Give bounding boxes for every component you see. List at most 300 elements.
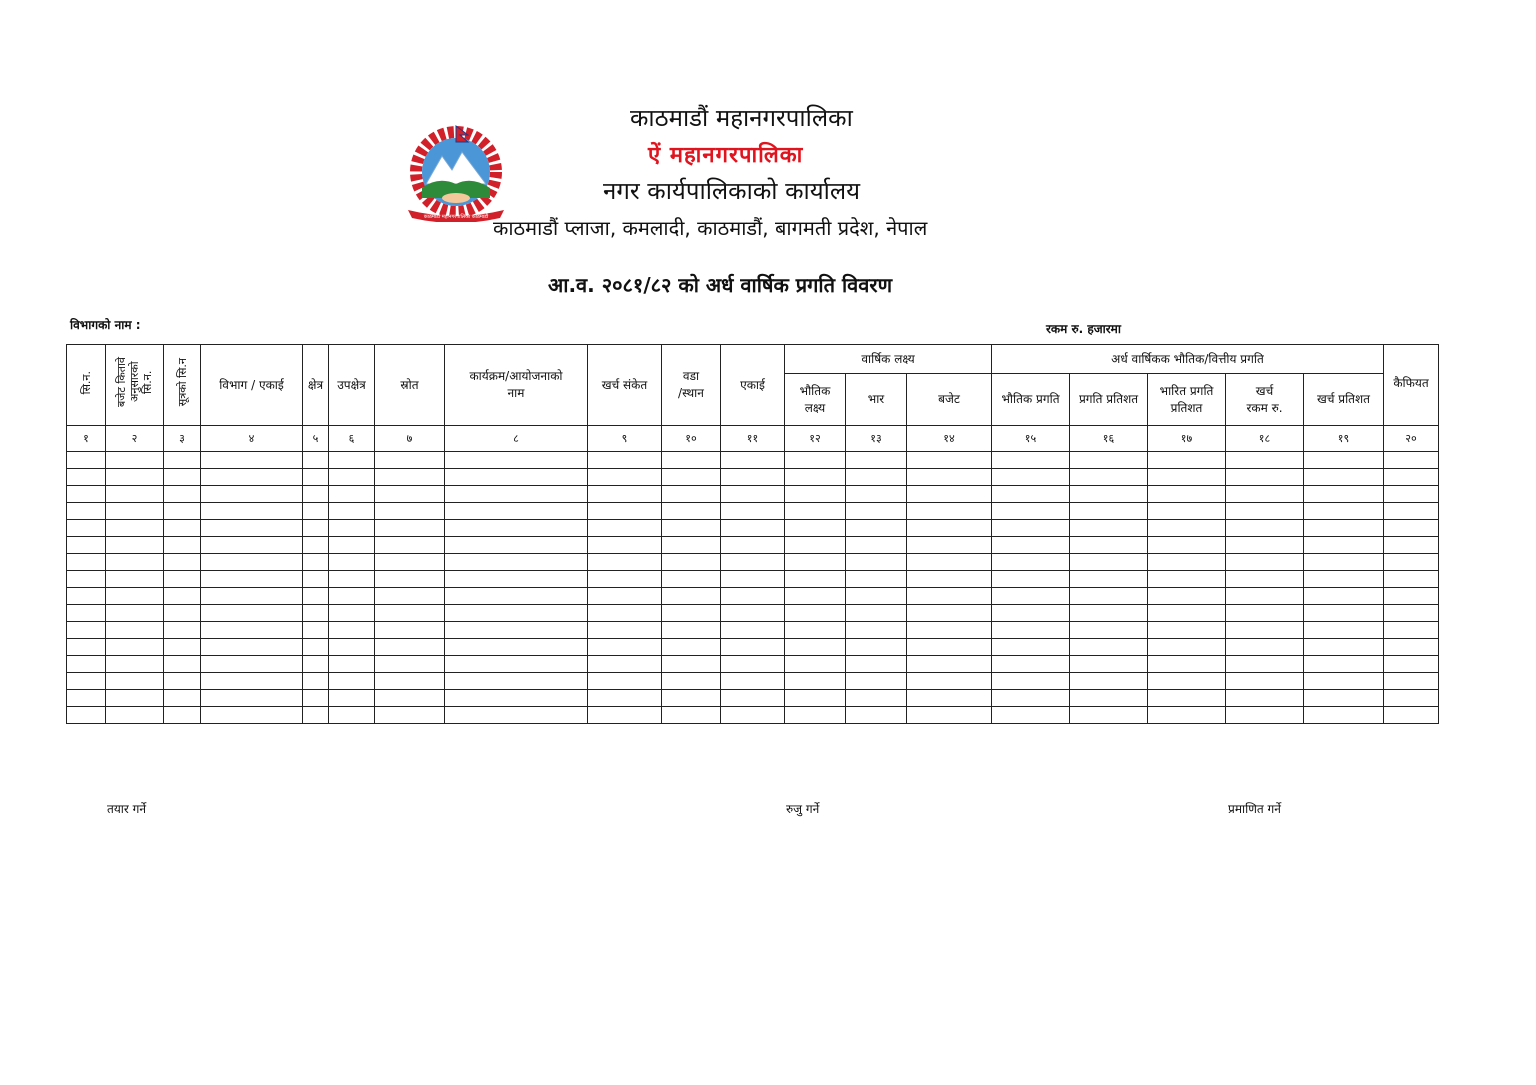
table-cell[interactable] bbox=[907, 520, 992, 537]
table-cell[interactable] bbox=[1384, 520, 1439, 537]
table-cell[interactable] bbox=[721, 503, 785, 520]
table-cell[interactable] bbox=[1304, 690, 1384, 707]
table-cell[interactable] bbox=[329, 452, 375, 469]
table-cell[interactable] bbox=[1384, 554, 1439, 571]
table-cell[interactable] bbox=[164, 554, 201, 571]
table-cell[interactable] bbox=[1384, 503, 1439, 520]
table-cell[interactable] bbox=[1304, 605, 1384, 622]
table-cell[interactable] bbox=[907, 622, 992, 639]
table-cell[interactable] bbox=[992, 486, 1070, 503]
table-cell[interactable] bbox=[106, 605, 164, 622]
table-cell[interactable] bbox=[201, 452, 303, 469]
table-cell[interactable] bbox=[785, 605, 846, 622]
table-cell[interactable] bbox=[201, 656, 303, 673]
table-cell[interactable] bbox=[1148, 639, 1226, 656]
table-cell[interactable] bbox=[67, 673, 106, 690]
table-cell[interactable] bbox=[662, 605, 721, 622]
table-cell[interactable] bbox=[1304, 554, 1384, 571]
table-cell[interactable] bbox=[303, 537, 329, 554]
table-cell[interactable] bbox=[1070, 571, 1148, 588]
table-cell[interactable] bbox=[846, 588, 907, 605]
table-cell[interactable] bbox=[1148, 469, 1226, 486]
table-cell[interactable] bbox=[907, 469, 992, 486]
table-cell[interactable] bbox=[992, 622, 1070, 639]
table-cell[interactable] bbox=[329, 486, 375, 503]
table-cell[interactable] bbox=[588, 707, 662, 724]
table-cell[interactable] bbox=[375, 707, 445, 724]
table-cell[interactable] bbox=[164, 690, 201, 707]
table-cell[interactable] bbox=[785, 452, 846, 469]
table-cell[interactable] bbox=[662, 673, 721, 690]
table-cell[interactable] bbox=[329, 503, 375, 520]
table-cell[interactable] bbox=[1384, 673, 1439, 690]
table-cell[interactable] bbox=[1304, 588, 1384, 605]
table-cell[interactable] bbox=[164, 656, 201, 673]
table-cell[interactable] bbox=[1148, 537, 1226, 554]
table-cell[interactable] bbox=[164, 520, 201, 537]
table-cell[interactable] bbox=[588, 690, 662, 707]
table-cell[interactable] bbox=[201, 690, 303, 707]
table-cell[interactable] bbox=[1070, 690, 1148, 707]
table-cell[interactable] bbox=[1226, 503, 1304, 520]
table-cell[interactable] bbox=[785, 656, 846, 673]
table-cell[interactable] bbox=[1304, 656, 1384, 673]
table-cell[interactable] bbox=[445, 639, 588, 656]
table-cell[interactable] bbox=[662, 486, 721, 503]
table-cell[interactable] bbox=[1384, 622, 1439, 639]
table-cell[interactable] bbox=[1384, 639, 1439, 656]
table-cell[interactable] bbox=[846, 622, 907, 639]
table-cell[interactable] bbox=[375, 639, 445, 656]
table-cell[interactable] bbox=[201, 554, 303, 571]
table-cell[interactable] bbox=[1304, 707, 1384, 724]
table-cell[interactable] bbox=[445, 690, 588, 707]
table-cell[interactable] bbox=[588, 673, 662, 690]
table-cell[interactable] bbox=[445, 571, 588, 588]
table-cell[interactable] bbox=[662, 656, 721, 673]
table-cell[interactable] bbox=[992, 605, 1070, 622]
table-cell[interactable] bbox=[303, 571, 329, 588]
table-cell[interactable] bbox=[1304, 486, 1384, 503]
table-cell[interactable] bbox=[721, 673, 785, 690]
table-cell[interactable] bbox=[907, 656, 992, 673]
table-cell[interactable] bbox=[1304, 571, 1384, 588]
table-cell[interactable] bbox=[907, 639, 992, 656]
table-cell[interactable] bbox=[785, 554, 846, 571]
table-cell[interactable] bbox=[846, 503, 907, 520]
table-cell[interactable] bbox=[846, 639, 907, 656]
table-cell[interactable] bbox=[1226, 639, 1304, 656]
table-cell[interactable] bbox=[1148, 673, 1226, 690]
table-cell[interactable] bbox=[67, 690, 106, 707]
table-cell[interactable] bbox=[721, 571, 785, 588]
table-cell[interactable] bbox=[907, 571, 992, 588]
table-cell[interactable] bbox=[1226, 537, 1304, 554]
table-cell[interactable] bbox=[329, 639, 375, 656]
table-cell[interactable] bbox=[1226, 707, 1304, 724]
table-cell[interactable] bbox=[106, 486, 164, 503]
table-cell[interactable] bbox=[1304, 673, 1384, 690]
table-cell[interactable] bbox=[662, 707, 721, 724]
table-cell[interactable] bbox=[992, 537, 1070, 554]
table-cell[interactable] bbox=[785, 639, 846, 656]
table-cell[interactable] bbox=[164, 452, 201, 469]
table-cell[interactable] bbox=[1070, 605, 1148, 622]
table-cell[interactable] bbox=[375, 469, 445, 486]
table-cell[interactable] bbox=[846, 656, 907, 673]
table-cell[interactable] bbox=[662, 622, 721, 639]
table-cell[interactable] bbox=[1226, 520, 1304, 537]
table-cell[interactable] bbox=[1070, 452, 1148, 469]
table-cell[interactable] bbox=[329, 571, 375, 588]
table-cell[interactable] bbox=[329, 707, 375, 724]
table-cell[interactable] bbox=[907, 486, 992, 503]
table-cell[interactable] bbox=[164, 605, 201, 622]
table-cell[interactable] bbox=[375, 503, 445, 520]
table-cell[interactable] bbox=[201, 571, 303, 588]
table-cell[interactable] bbox=[445, 452, 588, 469]
table-cell[interactable] bbox=[1226, 452, 1304, 469]
table-cell[interactable] bbox=[785, 503, 846, 520]
table-cell[interactable] bbox=[329, 605, 375, 622]
table-cell[interactable] bbox=[992, 639, 1070, 656]
table-cell[interactable] bbox=[67, 469, 106, 486]
table-cell[interactable] bbox=[1148, 571, 1226, 588]
table-cell[interactable] bbox=[992, 520, 1070, 537]
table-cell[interactable] bbox=[67, 605, 106, 622]
table-cell[interactable] bbox=[106, 690, 164, 707]
table-cell[interactable] bbox=[588, 452, 662, 469]
table-cell[interactable] bbox=[1226, 486, 1304, 503]
table-cell[interactable] bbox=[445, 554, 588, 571]
table-cell[interactable] bbox=[785, 707, 846, 724]
table-cell[interactable] bbox=[846, 554, 907, 571]
table-cell[interactable] bbox=[67, 554, 106, 571]
table-cell[interactable] bbox=[588, 520, 662, 537]
table-cell[interactable] bbox=[106, 707, 164, 724]
table-cell[interactable] bbox=[721, 469, 785, 486]
table-cell[interactable] bbox=[67, 503, 106, 520]
table-cell[interactable] bbox=[445, 707, 588, 724]
table-cell[interactable] bbox=[1226, 588, 1304, 605]
table-cell[interactable] bbox=[1148, 554, 1226, 571]
table-cell[interactable] bbox=[785, 622, 846, 639]
table-cell[interactable] bbox=[662, 588, 721, 605]
table-cell[interactable] bbox=[375, 656, 445, 673]
table-cell[interactable] bbox=[1384, 605, 1439, 622]
table-cell[interactable] bbox=[445, 605, 588, 622]
table-cell[interactable] bbox=[375, 588, 445, 605]
table-cell[interactable] bbox=[785, 469, 846, 486]
table-cell[interactable] bbox=[106, 673, 164, 690]
table-cell[interactable] bbox=[303, 622, 329, 639]
table-cell[interactable] bbox=[67, 520, 106, 537]
table-cell[interactable] bbox=[588, 656, 662, 673]
table-cell[interactable] bbox=[662, 520, 721, 537]
table-cell[interactable] bbox=[445, 673, 588, 690]
table-cell[interactable] bbox=[303, 707, 329, 724]
table-cell[interactable] bbox=[721, 588, 785, 605]
table-cell[interactable] bbox=[588, 605, 662, 622]
table-cell[interactable] bbox=[106, 452, 164, 469]
table-cell[interactable] bbox=[907, 554, 992, 571]
table-cell[interactable] bbox=[106, 622, 164, 639]
table-cell[interactable] bbox=[164, 571, 201, 588]
table-cell[interactable] bbox=[662, 690, 721, 707]
table-cell[interactable] bbox=[329, 690, 375, 707]
table-cell[interactable] bbox=[721, 656, 785, 673]
table-cell[interactable] bbox=[846, 690, 907, 707]
table-cell[interactable] bbox=[445, 537, 588, 554]
table-cell[interactable] bbox=[67, 452, 106, 469]
table-cell[interactable] bbox=[1070, 554, 1148, 571]
table-cell[interactable] bbox=[106, 554, 164, 571]
table-cell[interactable] bbox=[907, 673, 992, 690]
table-cell[interactable] bbox=[588, 622, 662, 639]
table-cell[interactable] bbox=[785, 486, 846, 503]
table-cell[interactable] bbox=[303, 656, 329, 673]
table-cell[interactable] bbox=[992, 690, 1070, 707]
table-cell[interactable] bbox=[1384, 452, 1439, 469]
table-cell[interactable] bbox=[303, 588, 329, 605]
table-cell[interactable] bbox=[721, 622, 785, 639]
table-cell[interactable] bbox=[201, 520, 303, 537]
table-cell[interactable] bbox=[164, 673, 201, 690]
table-cell[interactable] bbox=[445, 486, 588, 503]
table-cell[interactable] bbox=[375, 486, 445, 503]
table-cell[interactable] bbox=[846, 469, 907, 486]
table-cell[interactable] bbox=[375, 690, 445, 707]
table-cell[interactable] bbox=[846, 452, 907, 469]
table-cell[interactable] bbox=[1304, 503, 1384, 520]
table-cell[interactable] bbox=[846, 520, 907, 537]
table-cell[interactable] bbox=[375, 571, 445, 588]
table-cell[interactable] bbox=[1148, 503, 1226, 520]
table-cell[interactable] bbox=[1226, 605, 1304, 622]
table-cell[interactable] bbox=[67, 588, 106, 605]
table-cell[interactable] bbox=[1226, 622, 1304, 639]
table-cell[interactable] bbox=[1304, 469, 1384, 486]
table-cell[interactable] bbox=[1070, 656, 1148, 673]
table-cell[interactable] bbox=[1148, 707, 1226, 724]
table-cell[interactable] bbox=[164, 486, 201, 503]
table-cell[interactable] bbox=[662, 639, 721, 656]
table-cell[interactable] bbox=[1148, 622, 1226, 639]
table-cell[interactable] bbox=[201, 503, 303, 520]
table-cell[interactable] bbox=[588, 503, 662, 520]
table-cell[interactable] bbox=[67, 571, 106, 588]
table-cell[interactable] bbox=[106, 656, 164, 673]
table-cell[interactable] bbox=[785, 673, 846, 690]
table-cell[interactable] bbox=[67, 656, 106, 673]
table-cell[interactable] bbox=[106, 503, 164, 520]
table-cell[interactable] bbox=[907, 588, 992, 605]
table-cell[interactable] bbox=[1070, 469, 1148, 486]
table-cell[interactable] bbox=[67, 639, 106, 656]
table-cell[interactable] bbox=[1384, 707, 1439, 724]
table-cell[interactable] bbox=[662, 452, 721, 469]
table-cell[interactable] bbox=[329, 673, 375, 690]
table-cell[interactable] bbox=[907, 503, 992, 520]
table-cell[interactable] bbox=[67, 622, 106, 639]
table-cell[interactable] bbox=[67, 486, 106, 503]
table-cell[interactable] bbox=[1070, 707, 1148, 724]
table-cell[interactable] bbox=[67, 537, 106, 554]
table-cell[interactable] bbox=[1148, 588, 1226, 605]
table-cell[interactable] bbox=[329, 588, 375, 605]
table-cell[interactable] bbox=[721, 486, 785, 503]
table-cell[interactable] bbox=[67, 707, 106, 724]
table-cell[interactable] bbox=[164, 588, 201, 605]
table-cell[interactable] bbox=[329, 622, 375, 639]
table-cell[interactable] bbox=[846, 707, 907, 724]
table-cell[interactable] bbox=[907, 707, 992, 724]
table-cell[interactable] bbox=[1070, 588, 1148, 605]
table-cell[interactable] bbox=[588, 486, 662, 503]
table-cell[interactable] bbox=[1304, 639, 1384, 656]
table-cell[interactable] bbox=[375, 673, 445, 690]
table-cell[interactable] bbox=[329, 656, 375, 673]
table-cell[interactable] bbox=[992, 469, 1070, 486]
table-cell[interactable] bbox=[1148, 656, 1226, 673]
table-cell[interactable] bbox=[201, 622, 303, 639]
table-cell[interactable] bbox=[201, 537, 303, 554]
table-cell[interactable] bbox=[721, 707, 785, 724]
table-cell[interactable] bbox=[1070, 520, 1148, 537]
table-cell[interactable] bbox=[1304, 452, 1384, 469]
table-cell[interactable] bbox=[303, 690, 329, 707]
table-cell[interactable] bbox=[106, 469, 164, 486]
table-cell[interactable] bbox=[375, 537, 445, 554]
table-cell[interactable] bbox=[303, 639, 329, 656]
table-cell[interactable] bbox=[303, 469, 329, 486]
table-cell[interactable] bbox=[992, 673, 1070, 690]
table-cell[interactable] bbox=[1226, 571, 1304, 588]
table-cell[interactable] bbox=[375, 520, 445, 537]
table-cell[interactable] bbox=[201, 588, 303, 605]
table-cell[interactable] bbox=[721, 537, 785, 554]
table-cell[interactable] bbox=[662, 537, 721, 554]
table-cell[interactable] bbox=[329, 469, 375, 486]
table-cell[interactable] bbox=[907, 452, 992, 469]
table-cell[interactable] bbox=[846, 673, 907, 690]
table-cell[interactable] bbox=[1148, 452, 1226, 469]
table-cell[interactable] bbox=[445, 622, 588, 639]
table-cell[interactable] bbox=[721, 520, 785, 537]
table-cell[interactable] bbox=[662, 571, 721, 588]
table-cell[interactable] bbox=[1384, 690, 1439, 707]
table-cell[interactable] bbox=[1384, 588, 1439, 605]
table-cell[interactable] bbox=[662, 554, 721, 571]
table-cell[interactable] bbox=[588, 571, 662, 588]
table-cell[interactable] bbox=[588, 588, 662, 605]
table-cell[interactable] bbox=[662, 469, 721, 486]
table-cell[interactable] bbox=[329, 554, 375, 571]
table-cell[interactable] bbox=[303, 452, 329, 469]
table-cell[interactable] bbox=[445, 469, 588, 486]
table-cell[interactable] bbox=[588, 639, 662, 656]
table-cell[interactable] bbox=[329, 520, 375, 537]
table-cell[interactable] bbox=[1384, 486, 1439, 503]
table-cell[interactable] bbox=[164, 622, 201, 639]
table-cell[interactable] bbox=[992, 571, 1070, 588]
table-cell[interactable] bbox=[375, 605, 445, 622]
table-cell[interactable] bbox=[785, 520, 846, 537]
table-cell[interactable] bbox=[106, 639, 164, 656]
table-cell[interactable] bbox=[721, 639, 785, 656]
table-cell[interactable] bbox=[846, 486, 907, 503]
table-cell[interactable] bbox=[588, 469, 662, 486]
table-cell[interactable] bbox=[106, 520, 164, 537]
table-cell[interactable] bbox=[1226, 554, 1304, 571]
table-cell[interactable] bbox=[785, 690, 846, 707]
table-cell[interactable] bbox=[907, 605, 992, 622]
table-cell[interactable] bbox=[375, 622, 445, 639]
table-cell[interactable] bbox=[721, 554, 785, 571]
table-cell[interactable] bbox=[445, 503, 588, 520]
table-cell[interactable] bbox=[1384, 469, 1439, 486]
table-cell[interactable] bbox=[201, 639, 303, 656]
table-cell[interactable] bbox=[106, 537, 164, 554]
table-cell[interactable] bbox=[1070, 673, 1148, 690]
table-cell[interactable] bbox=[1070, 537, 1148, 554]
table-cell[interactable] bbox=[1148, 520, 1226, 537]
table-cell[interactable] bbox=[1384, 537, 1439, 554]
table-cell[interactable] bbox=[588, 554, 662, 571]
table-cell[interactable] bbox=[588, 537, 662, 554]
table-cell[interactable] bbox=[1226, 673, 1304, 690]
table-cell[interactable] bbox=[106, 571, 164, 588]
table-cell[interactable] bbox=[785, 537, 846, 554]
table-cell[interactable] bbox=[445, 588, 588, 605]
table-cell[interactable] bbox=[1148, 605, 1226, 622]
table-cell[interactable] bbox=[992, 554, 1070, 571]
table-cell[interactable] bbox=[785, 571, 846, 588]
table-cell[interactable] bbox=[1070, 639, 1148, 656]
table-cell[interactable] bbox=[1226, 656, 1304, 673]
table-cell[interactable] bbox=[164, 639, 201, 656]
table-cell[interactable] bbox=[721, 690, 785, 707]
table-cell[interactable] bbox=[329, 537, 375, 554]
table-cell[interactable] bbox=[1070, 622, 1148, 639]
table-cell[interactable] bbox=[375, 554, 445, 571]
table-cell[interactable] bbox=[1384, 656, 1439, 673]
table-cell[interactable] bbox=[303, 605, 329, 622]
table-cell[interactable] bbox=[846, 605, 907, 622]
table-cell[interactable] bbox=[164, 503, 201, 520]
table-cell[interactable] bbox=[1070, 486, 1148, 503]
table-cell[interactable] bbox=[201, 707, 303, 724]
table-cell[interactable] bbox=[164, 469, 201, 486]
table-cell[interactable] bbox=[201, 605, 303, 622]
table-cell[interactable] bbox=[164, 707, 201, 724]
table-cell[interactable] bbox=[1226, 469, 1304, 486]
table-cell[interactable] bbox=[721, 452, 785, 469]
table-cell[interactable] bbox=[303, 673, 329, 690]
table-cell[interactable] bbox=[1384, 571, 1439, 588]
table-cell[interactable] bbox=[106, 588, 164, 605]
table-cell[interactable] bbox=[303, 486, 329, 503]
table-cell[interactable] bbox=[721, 605, 785, 622]
table-cell[interactable] bbox=[992, 452, 1070, 469]
table-cell[interactable] bbox=[1304, 622, 1384, 639]
table-cell[interactable] bbox=[992, 503, 1070, 520]
table-cell[interactable] bbox=[201, 486, 303, 503]
table-cell[interactable] bbox=[375, 452, 445, 469]
table-cell[interactable] bbox=[445, 520, 588, 537]
table-cell[interactable] bbox=[846, 537, 907, 554]
table-cell[interactable] bbox=[992, 656, 1070, 673]
